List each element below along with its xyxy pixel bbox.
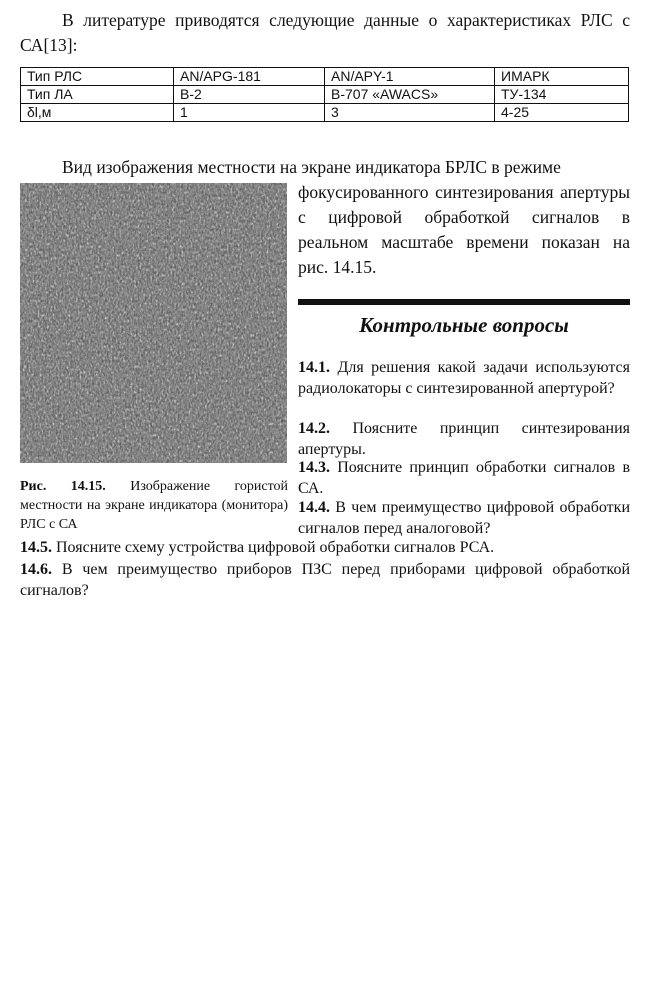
table-cell: Тип ЛА — [21, 86, 174, 104]
question-text: Для решения какой задачи используются радиолокаторы с синтезированной апертурой? — [298, 359, 630, 397]
question-number: 14.4. — [298, 499, 330, 516]
table-row — [21, 68, 629, 86]
radar-characteristics-table — [20, 67, 629, 122]
question-number: 14.6. — [20, 561, 52, 578]
table-cell: 4-25 — [495, 104, 629, 122]
question-item — [298, 497, 630, 539]
table-cell: δl,м — [21, 104, 174, 122]
section-heading: Контрольные вопросы — [359, 313, 569, 337]
description-first-line: Вид изображения местности на экране индикатора БРЛС в режиме — [62, 157, 561, 177]
table-row — [21, 104, 629, 122]
question-text: В чем преимущество цифровой обработки сигналов перед аналоговой? — [298, 499, 631, 537]
question-text: Поясните принцип обработки сигналов в СА. — [298, 459, 630, 497]
question-item — [298, 357, 630, 399]
figure-description — [62, 155, 630, 280]
question-number: 14.2. — [298, 420, 330, 437]
table-cell: B-707 «AWACS» — [325, 86, 495, 104]
table-cell: AN/APY-1 — [325, 68, 495, 86]
question-text: В чем преимущество приборов ПЗС перед приборами цифровой обработкой сигналов? — [20, 561, 631, 599]
table-cell: ТУ-134 — [495, 86, 629, 104]
table-cell: AN/APG-181 — [174, 68, 325, 86]
table-cell: 1 — [174, 104, 325, 122]
description-rest: фокусированного синтезирования апертуры с цифровой обработкой сигналов в реальном масштабе времени показан на рис. 14.15. — [298, 182, 630, 277]
question-item — [298, 457, 630, 499]
question-number: 14.3. — [298, 459, 330, 476]
intro-paragraph: В литературе приводятся следующие данные о характеристиках РЛС с СА[13]: — [20, 10, 630, 55]
question-item — [20, 537, 630, 558]
question-number: 14.1. — [298, 359, 330, 376]
question-item — [298, 418, 630, 460]
question-text: Поясните принцип синтезирования апертуры. — [298, 420, 630, 458]
table-cell: 3 — [325, 104, 495, 122]
table-cell: Тип РЛС — [21, 68, 174, 86]
figure-caption — [20, 477, 288, 534]
caption-label: Рис. 14.15. — [20, 479, 106, 494]
table-row — [21, 86, 629, 104]
caption-text: Изображение гористой местности на экране индикатора (монитора) РЛС с СА — [20, 479, 288, 532]
table-cell: B-2 — [174, 86, 325, 104]
terrain-radar-image — [20, 183, 287, 463]
table-cell: ИМАРК — [495, 68, 629, 86]
question-item — [20, 559, 630, 601]
question-number: 14.5. — [20, 539, 52, 556]
question-text: Поясните схему устройства цифровой обработки сигналов РСА. — [56, 539, 495, 556]
section-divider — [298, 299, 630, 305]
